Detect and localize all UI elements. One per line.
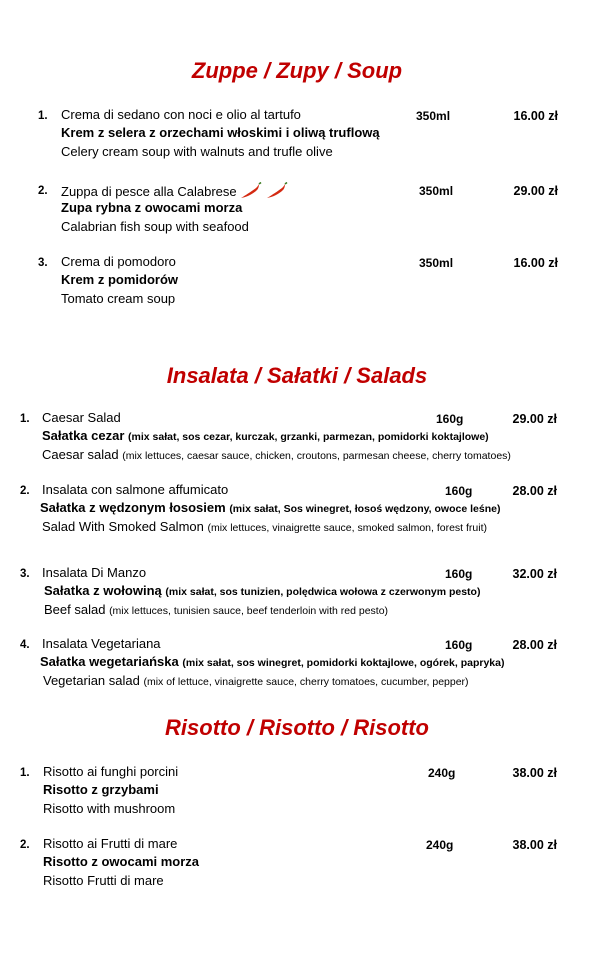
item-number: 1. — [38, 110, 48, 122]
item-name-it: Insalata con salmone affumicato — [42, 482, 229, 497]
risotto-item-2 — [0, 836, 594, 896]
item-name-it: Risotto ai Frutti di mare — [43, 836, 178, 851]
section-title-risotto: Risotto / Risotto / Risotto — [165, 715, 429, 740]
item-name-en: Beef salad — [44, 602, 106, 617]
item-desc-en: (mix of lettuce, vinaigrette sauce, cherry tomatoes, cucumber, pepper) — [143, 676, 469, 688]
item-quantity: 160g — [436, 412, 464, 426]
item-number: 2. — [20, 839, 30, 851]
item-number: 4. — [20, 639, 30, 651]
item-name-en-row — [42, 519, 487, 534]
item-name-pl: Zupa rybna z owocami morza — [61, 200, 243, 215]
item-name-it: Zuppa di pesce alla Calabrese — [61, 184, 237, 199]
item-name-en: Caesar salad — [42, 447, 119, 462]
risotto-item-1 — [0, 764, 594, 824]
item-quantity: 160g — [445, 567, 473, 581]
section-title-soup: Zuppe / Zupy / Soup — [191, 58, 403, 83]
item-quantity: 350ml — [419, 184, 454, 198]
item-quantity: 350ml — [416, 109, 451, 123]
item-desc-pl: (mix sałat, sos cezar, kurczak, grzanki, parmezan, pomidorki koktajlowe) — [128, 431, 489, 443]
item-name-en: Risotto with mushroom — [43, 801, 176, 816]
item-name-it: Risotto ai funghi porcini — [43, 764, 179, 779]
soup-item-1 — [0, 107, 594, 167]
item-name-pl: Sałatka z wołowiną — [44, 583, 162, 598]
item-quantity: 350ml — [419, 256, 454, 270]
item-price: 38.00 zł — [512, 838, 557, 852]
item-name-en: Risotto Frutti di mare — [43, 873, 164, 888]
item-number: 3. — [38, 257, 48, 269]
item-name-pl: Sałatka cezar — [42, 428, 125, 443]
item-name-en: Calabrian fish soup with seafood — [61, 219, 249, 234]
item-number: 2. — [20, 485, 30, 497]
item-name-pl: Risotto z owocami morza — [43, 854, 200, 869]
item-price: 32.00 zł — [512, 567, 557, 581]
salad-item-3 — [0, 565, 594, 625]
item-name-en: Salad With Smoked Salmon — [42, 519, 204, 534]
soup-item-2 — [0, 182, 594, 242]
salad-item-2 — [0, 482, 594, 542]
item-quantity: 240g — [426, 838, 454, 852]
item-name-pl: Risotto z grzybami — [43, 782, 159, 797]
item-name-pl-row — [44, 583, 480, 598]
item-name-it: Crema di sedano con noci e olio al tartufo — [61, 107, 301, 122]
item-desc-pl: (mix sałat, Sos winegret, łosoś wędzony, owoce leśne) — [229, 503, 501, 515]
salad-item-4 — [0, 636, 594, 696]
item-name-it: Crema di pomodoro — [61, 254, 176, 269]
item-name-en: Vegetarian salad — [43, 673, 140, 688]
item-price: 16.00 zł — [513, 256, 558, 270]
chili-pepper-icon — [239, 182, 263, 200]
item-price: 29.00 zł — [512, 412, 557, 426]
chili-pepper-icon — [265, 182, 289, 200]
item-name-en-row — [44, 602, 388, 617]
item-number: 2. — [38, 185, 48, 197]
item-name-pl: Krem z pomidorów — [61, 272, 179, 287]
soup-item-3 — [0, 254, 594, 314]
section-title-salads: Insalata / Sałatki / Salads — [166, 363, 428, 388]
item-number: 1. — [20, 767, 30, 779]
item-desc-en: (mix lettuces, caesar sauce, chicken, croutons, parmesan cheese, cherry tomatoes) — [122, 450, 511, 462]
item-name-pl-row — [42, 428, 489, 443]
item-name-en-row — [43, 673, 469, 688]
item-number: 3. — [20, 568, 30, 580]
item-name-pl-row — [40, 500, 500, 515]
item-desc-pl: (mix sałat, sos winegret, pomidorki koktajlowe, ogórek, papryka) — [182, 657, 505, 669]
item-name-pl: Krem z selera z orzechami włoskimi i oliwą truflową — [61, 125, 380, 140]
item-price: 29.00 zł — [513, 184, 558, 198]
item-price: 28.00 zł — [512, 484, 557, 498]
item-name-en: Celery cream soup with walnuts and trufle olive — [61, 144, 333, 159]
item-desc-en: (mix lettuces, tunisien sauce, beef tenderloin with red pesto) — [109, 605, 389, 617]
item-name-it: Insalata Vegetariana — [42, 636, 161, 651]
item-name-pl: Sałatka wegetariańska — [40, 654, 179, 669]
item-number: 1. — [20, 413, 30, 425]
item-name-pl: Sałatka z wędzonym łososiem — [40, 500, 226, 515]
item-quantity: 160g — [445, 484, 473, 498]
item-name-en: Tomato cream soup — [61, 291, 176, 306]
item-name-pl-row — [40, 654, 504, 669]
item-name-en-row — [42, 447, 511, 462]
item-desc-pl: (mix sałat, sos tunizien, polędwica wołowa z czerwonym pesto) — [165, 586, 481, 598]
item-quantity: 160g — [445, 638, 473, 652]
salad-item-1 — [0, 410, 594, 470]
item-name-it-row — [61, 182, 289, 200]
item-price: 16.00 zł — [513, 109, 558, 123]
item-desc-en: (mix lettuces, vinaigrette sauce, smoked salmon, forest fruit) — [207, 522, 488, 534]
item-quantity: 240g — [428, 766, 456, 780]
item-price: 28.00 zł — [512, 638, 557, 652]
item-price: 38.00 zł — [512, 766, 557, 780]
item-name-it: Insalata Di Manzo — [42, 565, 147, 580]
item-name-it: Caesar Salad — [42, 410, 121, 425]
